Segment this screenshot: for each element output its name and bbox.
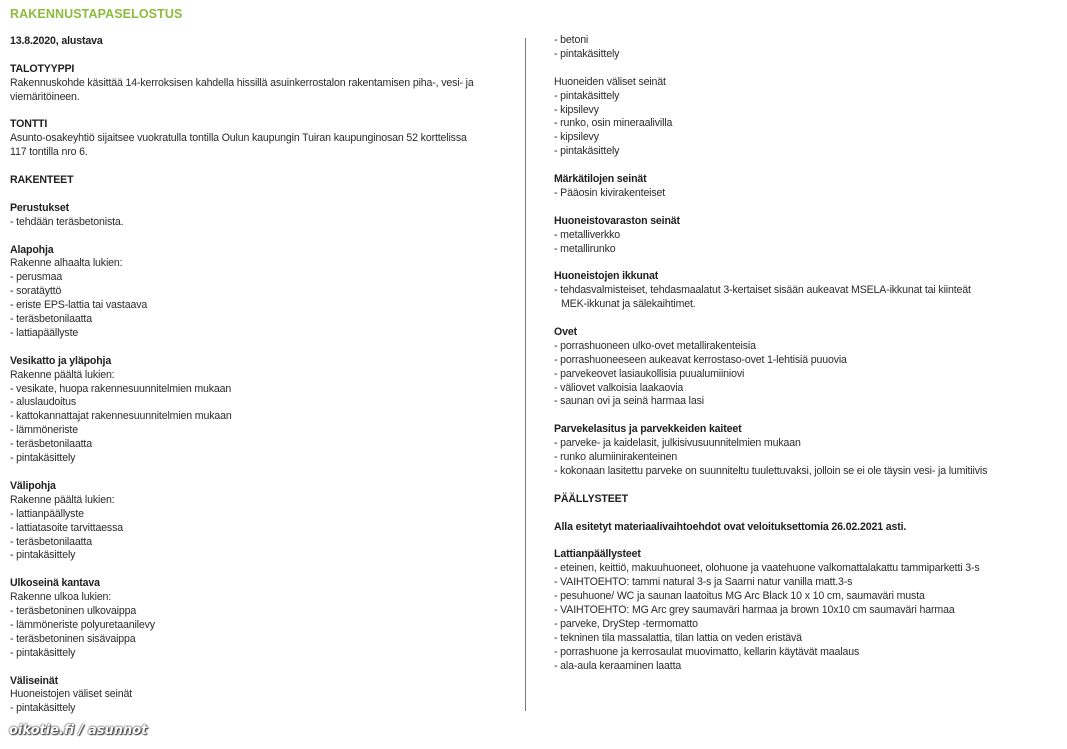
section-heading: Parvekelasitus ja parvekkeiden kaiteet (554, 423, 742, 436)
text-line: - parveke, DryStep -termomatto (554, 617, 698, 630)
text-line: - tekninen tila massalattia, tilan lattia on veden eristävä (554, 631, 802, 644)
text-line: - teräsbetoninen ulkovaippa (10, 605, 137, 618)
text-line: Rakenne alhaalta lukien: (10, 257, 123, 270)
section-heading: Ovet (554, 325, 577, 338)
text-line: - porrashuoneen ulko-ovet metallirakenteisia (554, 339, 756, 352)
blank-line (10, 563, 510, 577)
text-line: - pintakäsittely (10, 646, 76, 659)
section-heading: Perustukset (10, 201, 69, 214)
text-line: - VAIHTOEHTO: MG Arc grey saumaväri harmaa ja brown 10x10 cm saumaväri harmaa (554, 604, 955, 617)
blank-line (554, 507, 1059, 521)
section-heading: Märkätilojen seinät (554, 173, 647, 186)
text-line: Rakenne päältä lukien: (10, 493, 115, 506)
blank-line (10, 188, 510, 202)
text-line: - teräsbetonilaatta (10, 313, 92, 326)
watermark: oikotie.fi / asunnot (9, 723, 148, 738)
blank-line (554, 159, 1059, 173)
text-line: Huoneistojen väliset seinät (10, 688, 132, 701)
text-line: - teräsbetoninen sisävaippa (10, 632, 136, 645)
text-line: - pintakäsittely (10, 549, 76, 562)
text-line: - teräsbetonilaatta (10, 535, 92, 548)
text-line: - soratäyttö (10, 285, 62, 298)
text-line: - Pääosin kivirakenteiset (554, 186, 666, 199)
text-line: - vesikate, huopa rakennesuunnitelmien mukaan (10, 382, 232, 395)
text-line: viemäritöineen. (10, 90, 80, 103)
text-line: - metallirunko (554, 242, 616, 255)
section-heading: Välipohja (10, 479, 56, 492)
section-heading: TALOTYYPPI (10, 62, 75, 75)
text-line: - perusmaa (10, 271, 63, 284)
text-line: - eteinen, keittiö, makuuhuoneet, olohuone ja vaatehuone valkomattalakattu tammiparketti 3-s (554, 562, 980, 575)
text-line: - väliovet valkoisia laakaovia (554, 381, 684, 394)
section-heading: PÄÄLLYSTEET (554, 492, 628, 505)
section-heading: 13.8.2020, alustava (10, 35, 103, 47)
text-line: - eriste EPS-lattia tai vastaava (10, 299, 148, 312)
section-heading: Alla esitetyt materiaalivaihtoehdot ovat veloituksettomia 26.02.2021 asti. (554, 520, 907, 533)
text-line: - pesuhuone/ WC ja saunan laatoitus MG Arc Black 10 x 10 cm, saumaväri musta (554, 590, 925, 603)
text-line: - lämmöneriste polyuretaanilevy (10, 618, 155, 631)
text-line: - pintakäsittely (554, 89, 620, 102)
blank-line (554, 535, 1059, 549)
text-line: - aluslaudoitus (10, 396, 77, 409)
section-heading: RAKENTEET (10, 174, 74, 187)
text-line: - lattianpäällyste (10, 507, 84, 520)
blank-line (554, 256, 1059, 270)
blank-line (554, 201, 1059, 215)
text-line: - runko alumiinirakenteinen (554, 451, 678, 464)
text-line: - kipsilevy (554, 103, 599, 116)
blank-line (10, 160, 510, 174)
text-line: - kipsilevy (554, 131, 599, 144)
text-line: - tehdasvalmisteiset, tehdasmaalatut 3-kertaiset sisään aukeavat MSELA-ikkunat tai kiinteät (554, 284, 971, 297)
text-line: - VAIHTOEHTO: tammi natural 3-s ja Saarni natur vanilla matt.3-s (554, 576, 853, 589)
text-line: - ala-aula keraaminen laatta (554, 659, 682, 672)
text-line: - pintakäsittely (554, 145, 620, 158)
blank-line (10, 661, 510, 675)
blank-line (10, 49, 510, 63)
text-line: - metalliverkko (554, 228, 621, 241)
text-line: - saunan ovi ja seinä harmaa lasi (554, 395, 704, 408)
section-heading: Huoneistojen ikkunat (554, 270, 659, 283)
text-line: - pintakäsittely (10, 452, 76, 465)
text-line: - teräsbetonilaatta (10, 438, 92, 451)
blank-line (10, 466, 510, 480)
document-title: RAKENNUSTAPASELOSTUS (10, 7, 183, 21)
section-heading: Ulkoseinä kantava (10, 577, 100, 590)
blank-line (10, 105, 510, 119)
blank-line (554, 312, 1059, 326)
blank-line (554, 479, 1059, 493)
blank-line (554, 62, 1059, 76)
text-line: MEK-ikkunat ja sälekaihtimet. (561, 298, 696, 311)
column-divider (525, 38, 526, 711)
text-line: - porrashuoneeseen aukeavat kerrostaso-ovet 1-lehtisiä puuovia (554, 353, 847, 366)
text-line: - parveke- ja kaidelasit, julkisivusuunnitelmien mukaan (554, 437, 801, 450)
blank-line (10, 341, 510, 355)
right-column (554, 34, 1059, 674)
text-line: - pintakäsittely (554, 47, 620, 60)
text-line: Asunto-osakeyhtiö sijaitsee vuokratulla tontilla Oulun kaupungin Tuiran kaupunginosan 52 korttelissa (10, 132, 467, 145)
text-line: - lattiatasoite tarvittaessa (10, 521, 123, 534)
section-heading: Lattianpäällysteet (554, 548, 641, 561)
blank-line (554, 409, 1059, 423)
text-line: Rakenne ulkoa lukien: (10, 591, 112, 604)
text-line: Rakenne päältä lukien: (10, 368, 115, 381)
text-line: - lattiapäällyste (10, 326, 79, 339)
text-line: - porrashuone ja kerrosaulat muovimatto, kellarin käytävät maalaus (554, 645, 860, 658)
text-line: - parvekeovet lasiaukollisia puualumiiniovi (554, 367, 745, 380)
text-line: Huoneiden väliset seinät (554, 75, 666, 88)
left-column (10, 35, 510, 716)
section-heading: Väliseinät (10, 674, 58, 687)
text-line: - lämmöneriste (10, 424, 78, 437)
section-heading: Vesikatto ja yläpohja (10, 354, 112, 367)
section-heading: Alapohja (10, 243, 54, 256)
text-line: - betoni (554, 34, 589, 46)
section-heading: TONTTI (10, 118, 48, 131)
text-line: - runko, osin mineraalivilla (554, 117, 673, 130)
section-heading: Huoneistovaraston seinät (554, 214, 680, 227)
blank-line (10, 230, 510, 244)
text-line: - kokonaan lasitettu parveke on suunniteltu tuulettuvaksi, jolloin se ei ole täysin vesi- ja lumitiivis (554, 465, 988, 477)
text-line: Rakennuskohde käsittää 14-kerroksisen kahdella hissillä asuinkerrostalon rakentamisen piha-, vesi- ja (10, 76, 474, 89)
text-line: - tehdään teräsbetonista. (10, 215, 124, 228)
text-line: - pintakäsittely (10, 702, 76, 715)
text-line: - kattokannattajat rakennesuunnitelmien mukaan (10, 410, 232, 423)
text-line: 117 tontilla nro 6. (10, 146, 88, 159)
